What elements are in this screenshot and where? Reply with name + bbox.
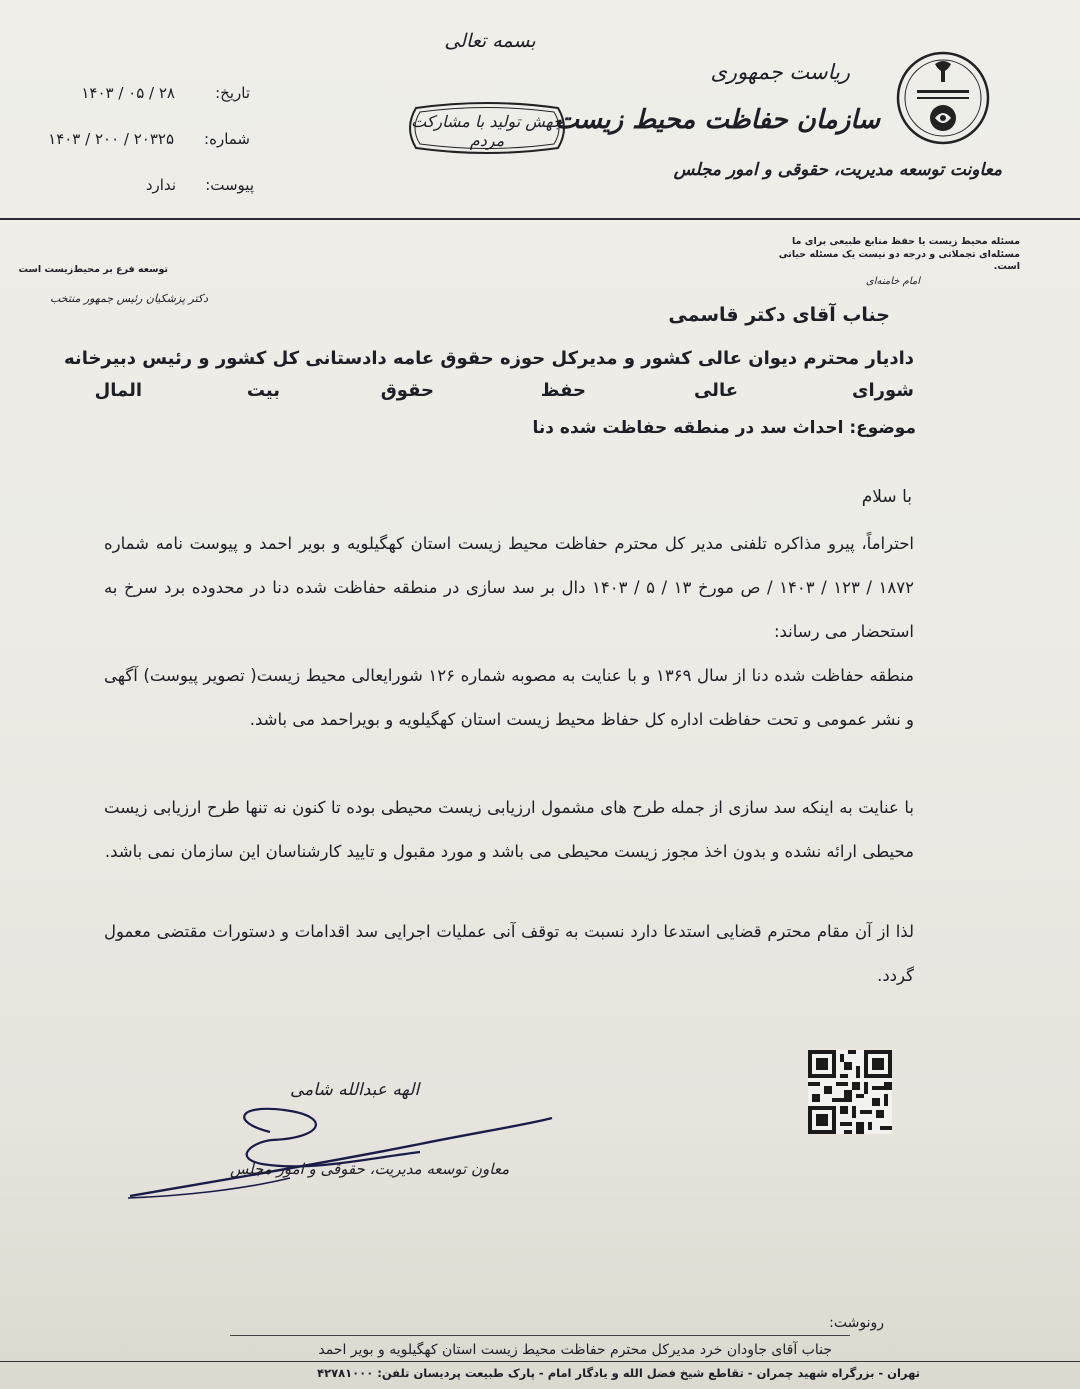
number-label: شماره: (204, 130, 250, 148)
addressee-name: جناب آقای دکتر قاسمی (668, 304, 890, 326)
footer-divider (0, 1361, 1080, 1362)
copy-recipient: جناب آقای جاودان خرد مدیرکل محترم حفاظت محیط زیست استان کهگیلویه و بویر احمد (318, 1342, 832, 1358)
leader-quote: مسئله محیط زیست یا حفظ منابع طبیعی برای ما مسئله‌ای تجملاتی و درجه دو نیست یک مسئله حیاتی است. (778, 236, 1020, 272)
date-value: ۱۴۰۳ / ۰۵ / ۲۸ (81, 84, 175, 102)
header-divider (0, 218, 1080, 220)
slogan-text: جهش تولید با مشارکت مردم (411, 112, 563, 150)
president-quote-author: دکتر پزشکیان رئیس جمهور منتخب (50, 292, 209, 305)
signatory-name: الهه عبدالله شامی (290, 1080, 420, 1100)
addressee-word: بیت (246, 380, 280, 401)
signatory-title: معاون توسعه مدیریت، حقوقی و امور مجلس (230, 1160, 510, 1178)
bismillah-heading: بسمه تعالی (444, 30, 536, 52)
doe-emblem-icon (895, 50, 991, 146)
body-paragraph: منطقه حفاظت شده دنا از سال ۱۳۶۹ و با عنایت به مصوبه شماره ۱۲۶ شورایعالی محیط زیست( تصویر پیوست) آگهی و نشر عمومی و تحت حفاظت اداره کل حفاظ محیط زیست استان کهگیلویه و بویراحمد می باشد. (104, 666, 915, 729)
attachment-value: ندارد (145, 176, 176, 194)
addressee-word: شورای (851, 380, 914, 401)
signature-scribble (120, 1100, 560, 1210)
leader-quote-author: امام خامنه‌ای (865, 276, 920, 287)
letter-subject: موضوع: احداث سد در منطقه حفاظت شده دنا (532, 418, 916, 438)
org-presidency: ریاست جمهوری (710, 60, 850, 84)
president-quote: توسعه فرع بر محیط‌زیست است (18, 264, 168, 275)
addressee-word: عالی (693, 380, 738, 401)
number-value: ۱۴۰۳ / ۲۰۰ / ۲۰۳۲۵ (48, 130, 174, 148)
date-label: تاریخ: (215, 84, 250, 102)
greeting: با سلام (861, 487, 912, 507)
body-paragraph: لذا از آن مقام محترم قضایی استدعا دارد نسبت به توقف آنی عملیات اجرایی سد اقدامات و دستورات مقتضی معمول گردد. (104, 922, 914, 985)
addressee-title-continued (94, 380, 914, 410)
org-name: سازمان حفاظت محیط زیست (554, 105, 880, 135)
qr-code-icon (808, 1050, 892, 1134)
addressee-word: حقوق (380, 380, 434, 401)
body-paragraph: احتراماً، پیرو مذاکره تلفنی مدیر کل محترم حفاظت محیط زیست استان کهگیلویه و بویر احمد و پیوست نامه شماره ۱۸۷۲ / ۱۲۳ / ۱۴۰۳ / ص مورخ ۱۳ / ۵ / ۱۴۰۳ دال بر سد سازی در منطقه حفاظت شده دنا در محدوده برد سرخ به استحضار می رساند: (104, 534, 914, 641)
body-paragraph: با عنایت به اینکه سد سازی از جمله طرح های مشمول ارزیابی زیست محیطی بوده تا کنون نه تنها طرح ارزیابی زیست محیطی ارائه نشده و بدون اخذ مجوز زیست محیطی می باشد و مورد مقبول و تایید کارشناسان این سازمان نمی باشد. (104, 798, 914, 861)
addressee-word: المال (94, 380, 142, 401)
deputy-office: معاونت توسعه مدیریت، حقوقی و امور مجلس (673, 160, 1002, 180)
copy-divider (230, 1335, 850, 1336)
footer-address: تهران - بزرگراه شهید چمران - تقاطع شیخ فضل الله و یادگار امام - پارک طبیعت پردیسان تلفن: ۴۲۷۸۱۰۰۰ (317, 1366, 920, 1380)
addressee-title: دادیار محترم دیوان عالی کشور و مدیرکل حوزه حقوق عامه دادستانی کل کشور و رئیس دبیرخانه (64, 348, 914, 369)
attachment-label: پیوست: (205, 176, 254, 194)
copy-label: رونوشت: (829, 1315, 884, 1331)
addressee-word: حفظ (540, 380, 586, 401)
